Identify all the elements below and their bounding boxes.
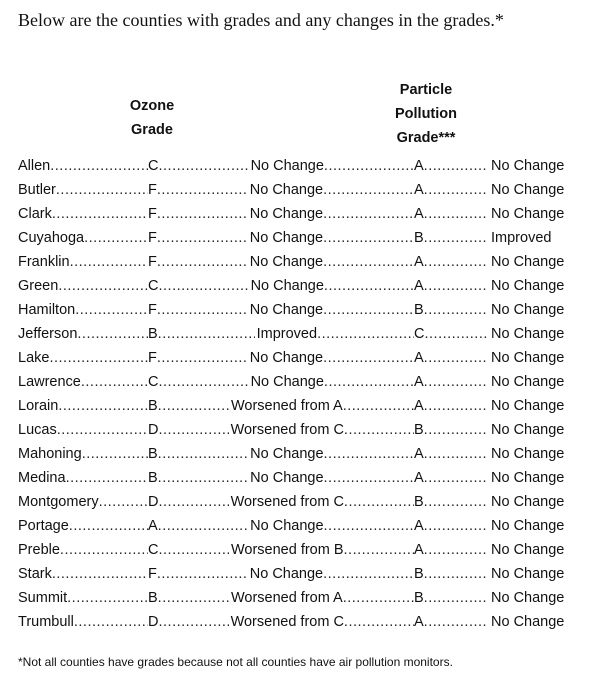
pp-grade: A [414,182,424,198]
dot-leader [67,586,148,610]
dot-leader [424,562,488,586]
dot-leader [58,274,148,298]
ozone-grade: B [148,326,158,342]
pp-change: No Change [491,254,565,270]
ozone-change: No Change [249,302,324,318]
table-row [18,418,588,442]
ozone-grade: F [148,230,157,246]
county-name: Summit [18,590,68,606]
pp-cell [414,442,488,466]
county-cell [18,538,148,562]
dot-leader [424,346,488,370]
table-row [18,202,588,226]
pp-cell [414,610,488,634]
dot-leader [424,514,488,538]
county-cell [18,562,148,586]
dot-leader [343,394,414,418]
ozone-cell [148,586,414,610]
dot-leader [424,154,488,178]
pp-change: No Change [491,470,565,486]
dot-leader [323,226,414,250]
dot-leader [344,538,414,562]
dot-leader [323,346,414,370]
ozone-grade: A [148,518,158,534]
dot-leader [58,394,148,418]
ozone-grade: F [148,254,157,270]
pp-grade: A [414,374,424,390]
county-cell [18,226,148,250]
pp-change: No Change [491,374,565,390]
ozone-cell [148,538,414,562]
ozone-change: Worsened from C [230,614,344,630]
ozone-change: No Change [249,350,324,366]
ozone-cell [148,418,414,442]
ozone-change: No Change [249,182,324,198]
dot-leader [158,490,228,514]
ozone-grade: F [148,206,157,222]
pp-change: No Change [491,422,565,438]
dot-leader [323,202,414,226]
pp-cell [414,154,488,178]
pp-header-line-1: Particle [399,82,453,98]
table-row [18,178,588,202]
dot-leader [158,610,228,634]
table-row [18,298,588,322]
county-cell [18,466,148,490]
pp-cell [414,274,488,298]
pp-cell [414,250,488,274]
table-row [18,490,588,514]
pp-cell [414,202,488,226]
dot-leader [323,562,414,586]
pp-grade: A [414,158,424,174]
pp-change: No Change [491,182,565,198]
ozone-grade: B [148,590,158,606]
dot-leader [82,442,148,466]
dot-leader [344,610,414,634]
pp-header-line-2: Pollution [394,106,457,122]
dot-leader [323,178,414,202]
county-name: Portage [18,518,69,534]
dot-leader [157,178,248,202]
dot-leader [344,490,414,514]
ozone-cell [148,514,414,538]
county-cell [18,202,148,226]
table-row [18,250,588,274]
table-row [18,610,588,634]
county-cell [18,154,148,178]
pp-cell [414,466,488,490]
county-name: Butler [18,182,56,198]
dot-leader [343,586,414,610]
county-cell [18,586,148,610]
county-cell [18,250,148,274]
ozone-change: Worsened from C [230,422,344,438]
dot-leader [424,274,488,298]
dot-leader [158,466,248,490]
county-cell [18,442,148,466]
pp-grade: A [414,518,424,534]
pp-change: No Change [491,278,565,294]
table-row [18,562,588,586]
pp-grade: B [414,230,424,246]
ozone-change: Worsened from A [230,590,343,606]
dot-leader [158,274,248,298]
dot-leader [81,370,148,394]
ozone-grade: C [148,374,159,390]
dot-leader [344,418,414,442]
dot-leader [60,538,148,562]
table-row [18,514,588,538]
dot-leader [323,298,414,322]
dot-leader [75,298,148,322]
ozone-cell [148,322,414,346]
ozone-cell [148,394,414,418]
county-name: Lake [18,350,50,366]
county-name: Stark [18,566,52,582]
dot-leader [324,274,414,298]
ozone-cell [148,250,414,274]
dot-leader [324,466,414,490]
dot-leader [84,226,148,250]
dot-leader [157,226,248,250]
ozone-cell [148,154,414,178]
ozone-change: No Change [249,230,324,246]
pp-cell [414,370,488,394]
county-cell [18,514,148,538]
pp-cell [414,178,488,202]
pp-change: No Change [491,614,565,630]
pp-cell [414,538,488,562]
footnote: *Not all counties have grades because not all counties have air pollution monitors. [18,655,453,669]
ozone-header-line-1: Ozone [129,98,175,114]
county-name: Cuyahoga [18,230,85,246]
dot-leader [157,298,248,322]
pp-grade: C [414,326,425,342]
dot-leader [52,562,148,586]
pp-change: Improved [491,230,552,246]
pp-cell [414,418,488,442]
pp-header-line-3: Grade*** [396,130,456,146]
dot-leader [424,370,488,394]
pp-cell [414,226,488,250]
ozone-header-line-2: Grade [131,122,173,138]
dot-leader [424,298,488,322]
pp-cell [414,346,488,370]
county-name: Lucas [18,422,57,438]
dot-leader [57,418,148,442]
pp-grade: A [414,614,424,630]
ozone-cell [148,370,414,394]
dot-leader [66,466,148,490]
county-name: Franklin [18,254,70,270]
table-row [18,466,588,490]
pp-cell [414,298,488,322]
intro-text: Below are the counties with grades and any changes in the grades.* [18,10,504,30]
county-name: Lawrence [18,374,81,390]
dot-leader [157,346,248,370]
dot-leader [158,154,248,178]
ozone-grade: C [148,542,159,558]
dot-leader [324,442,414,466]
dot-leader [158,418,228,442]
ozone-grade: D [148,614,159,630]
ozone-cell [148,274,414,298]
dot-leader [158,322,255,346]
dot-leader [158,394,229,418]
dot-leader [69,514,148,538]
dot-leader [157,202,248,226]
pp-cell [414,586,488,610]
pp-grade: A [414,398,424,414]
pp-cell [414,394,488,418]
ozone-cell [148,466,414,490]
dot-leader [424,418,488,442]
ozone-grade: D [148,494,159,510]
ozone-grade: F [148,182,157,198]
pp-grade: A [414,542,424,558]
pp-grade: B [414,566,424,582]
dot-leader [424,322,488,346]
pp-grade: A [414,470,424,486]
dot-leader [424,610,488,634]
pp-change: No Change [491,446,565,462]
ozone-cell [148,226,414,250]
ozone-cell [148,298,414,322]
ozone-grade: C [148,278,159,294]
ozone-cell [148,178,414,202]
ozone-change: Worsened from A [230,398,343,414]
table-row [18,154,588,178]
ozone-cell [148,490,414,514]
ozone-cell [148,202,414,226]
dot-leader [158,538,228,562]
county-name: Green [18,278,59,294]
ozone-grade: B [148,470,158,486]
ozone-change: No Change [249,206,324,222]
ozone-change: No Change [249,254,324,270]
pp-grade: A [414,446,424,462]
pp-change: No Change [491,158,565,174]
table-row [18,586,588,610]
pp-change: No Change [491,302,565,318]
pp-cell [414,514,488,538]
dot-leader [99,490,148,514]
dot-leader [158,370,248,394]
ozone-change: No Change [250,446,324,462]
dot-leader [158,514,248,538]
county-name: Mahoning [18,446,82,462]
ozone-grade: B [148,398,158,414]
table-row [18,226,588,250]
ozone-change: Improved [256,326,318,342]
dot-leader [56,178,148,202]
ozone-change: No Change [250,158,324,174]
dot-leader [49,346,148,370]
ozone-change: No Change [250,278,324,294]
ozone-cell [148,442,414,466]
county-name: Allen [18,158,51,174]
dot-leader [158,442,248,466]
pp-grade: A [414,278,424,294]
table-row [18,370,588,394]
county-cell [18,418,148,442]
pp-cell [414,490,488,514]
dot-leader [50,154,148,178]
particle-pollution-grade-header [378,78,474,150]
dot-leader [317,322,414,346]
dot-leader [424,178,488,202]
ozone-change: No Change [250,470,324,486]
ozone-grade: B [148,446,158,462]
ozone-grade: D [148,422,159,438]
ozone-cell [148,346,414,370]
county-cell [18,178,148,202]
dot-leader [424,442,488,466]
county-grades-table [18,154,588,634]
pp-grade: B [414,302,424,318]
pp-change: No Change [491,518,565,534]
county-cell [18,394,148,418]
dot-leader [424,250,488,274]
county-cell [18,274,148,298]
table-row [18,346,588,370]
table-row [18,394,588,418]
dot-leader [324,154,414,178]
county-cell [18,346,148,370]
dot-leader [52,202,148,226]
pp-cell [414,322,488,346]
county-name: Medina [18,470,66,486]
pp-grade: B [414,590,424,606]
county-name: Hamilton [18,302,76,318]
county-cell [18,322,148,346]
county-name: Lorain [18,398,59,414]
dot-leader [77,322,148,346]
ozone-change: No Change [249,566,324,582]
dot-leader [424,490,488,514]
pp-grade: B [414,494,424,510]
table-row [18,442,588,466]
ozone-grade: F [148,302,157,318]
pp-change: No Change [491,566,565,582]
ozone-change: No Change [250,518,324,534]
pp-grade: A [414,254,424,270]
county-cell [18,610,148,634]
dot-leader [424,202,488,226]
dot-leader [424,226,488,250]
pp-change: No Change [491,542,565,558]
county-name: Montgomery [18,494,99,510]
dot-leader [157,250,248,274]
county-name: Jefferson [18,326,78,342]
pp-change: No Change [491,590,565,606]
ozone-grade: F [148,350,157,366]
table-row [18,322,588,346]
pp-change: No Change [491,398,565,414]
dot-leader [324,370,414,394]
table-row [18,538,588,562]
ozone-cell [148,562,414,586]
ozone-cell [148,610,414,634]
ozone-grade: F [148,566,157,582]
pp-grade: B [414,422,424,438]
county-name: Trumbull [18,614,74,630]
ozone-change: No Change [250,374,324,390]
dot-leader [74,610,148,634]
dot-leader [424,586,488,610]
dot-leader [424,394,488,418]
ozone-change: Worsened from B [230,542,344,558]
ozone-change: Worsened from C [230,494,344,510]
county-name: Preble [18,542,60,558]
dot-leader [324,514,414,538]
pp-grade: A [414,350,424,366]
pp-grade: A [414,206,424,222]
county-cell [18,370,148,394]
dot-leader [323,250,414,274]
county-cell [18,298,148,322]
dot-leader [424,538,488,562]
dot-leader [158,586,229,610]
ozone-grade: C [148,158,159,174]
pp-change: No Change [491,326,565,342]
county-cell [18,490,148,514]
county-name: Clark [18,206,52,222]
table-row [18,274,588,298]
dot-leader [424,466,488,490]
pp-change: No Change [491,350,565,366]
pp-cell [414,562,488,586]
dot-leader [157,562,248,586]
dot-leader [70,250,148,274]
pp-change: No Change [491,494,565,510]
ozone-grade-header [118,94,186,142]
pp-change: No Change [491,206,565,222]
